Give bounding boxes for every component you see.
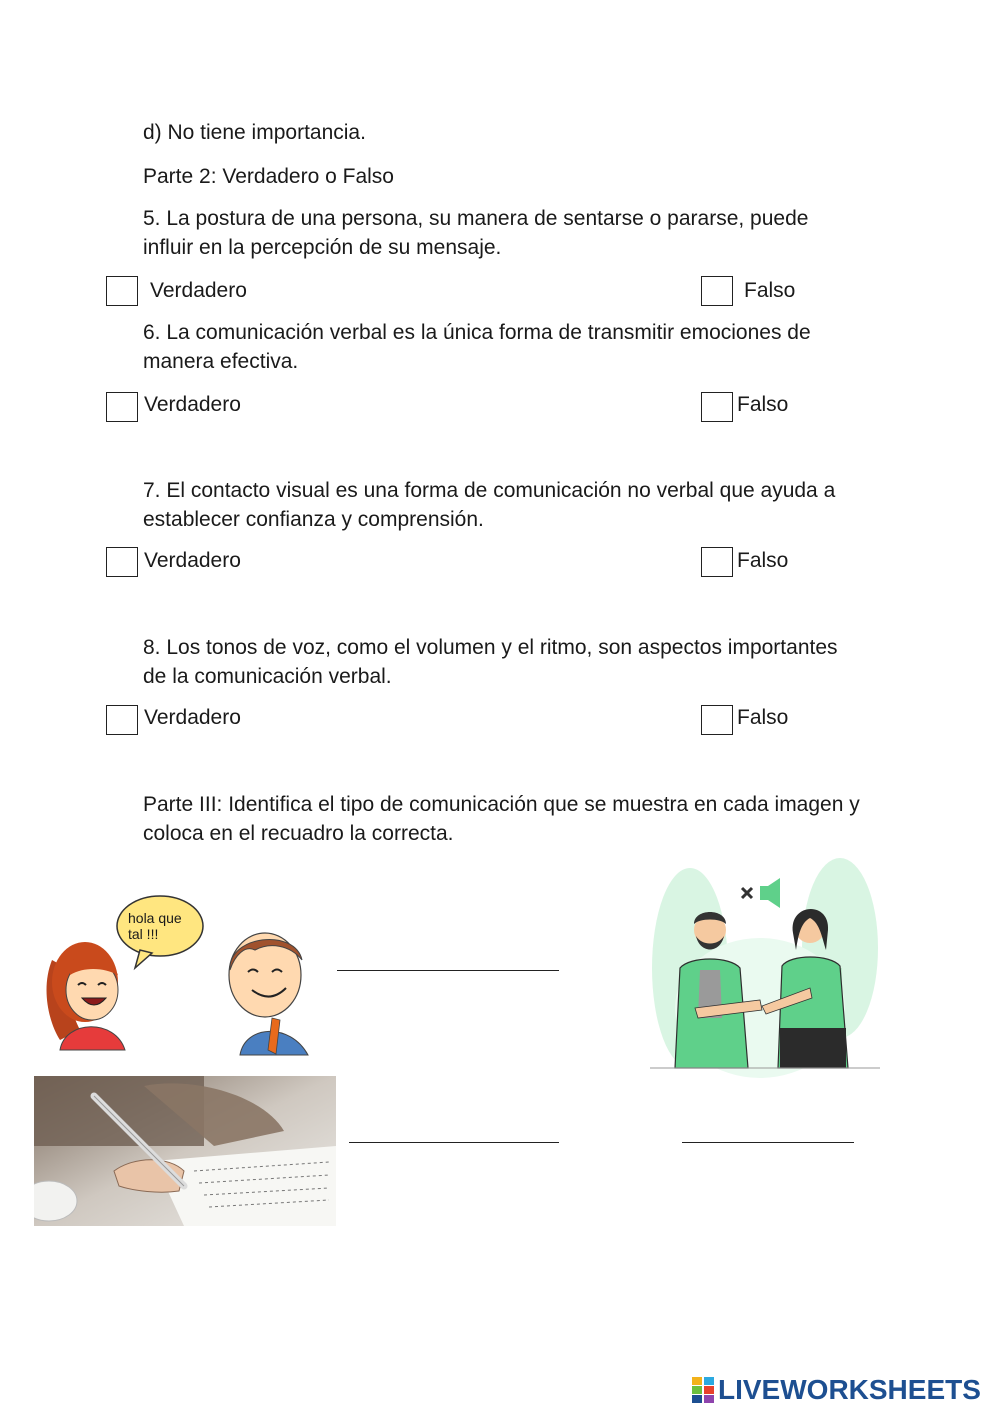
q7-true-checkbox[interactable] [106,547,138,577]
q7-false-label: Falso [737,549,789,572]
question-7-text: 7. El contacto visual es una forma de comunicación no verbal que ayuda a establecer confianza y comprensión. [143,479,836,531]
answer-blank-3[interactable] [682,1142,854,1143]
part3-instructions: Parte III: Identifica el tipo de comunicación que se muestra en cada imagen y coloca en el recuadro la correcta. [143,793,860,845]
q8-true-label: Verdadero [144,706,241,729]
question-5-text: 5. La postura de una persona, su manera de sentarse o pararse, puede influir en la percepción de su mensaje. [143,207,809,259]
part2-title: Parte 2: Verdadero o Falso [143,165,394,188]
q7-true-label: Verdadero [144,549,241,572]
q6-true-checkbox[interactable] [106,392,138,422]
question-8-text: 8. Los tonos de voz, como el volumen y el ritmo, son aspectos importantes de la comunicación verbal. [143,636,838,688]
q5-false-label: Falso [744,279,796,302]
liveworksheets-logo[interactable] [692,1374,981,1406]
logo-text: LIVEWORKSHEETS [718,1374,981,1405]
option-d-text: d) No tiene importancia. [143,121,366,144]
q5-false-checkbox[interactable] [701,276,733,306]
sign-language-icon [650,858,880,1080]
q8-false-checkbox[interactable] [701,705,733,735]
q7-false-checkbox[interactable] [701,547,733,577]
q8-false-label: Falso [737,706,789,729]
hand-writing-icon [34,1076,336,1226]
question-6-text: 6. La comunicación verbal es la única forma de transmitir emociones de manera efectiva. [143,321,811,373]
answer-blank-2[interactable] [349,1142,559,1143]
q6-false-checkbox[interactable] [701,392,733,422]
q6-true-label: Verdadero [144,393,241,416]
conversation-illustration [40,890,330,1060]
q5-true-label: Verdadero [150,279,247,302]
writing-photo [34,1076,336,1226]
sign-language-illustration [650,858,880,1080]
answer-blank-1[interactable] [337,970,559,971]
speech-bubble-text: hola que tal !!! [128,910,182,942]
q6-false-label: Falso [737,393,789,416]
mute-speaker-icon [742,878,780,908]
q5-true-checkbox[interactable] [106,276,138,306]
liveworksheets-logo-icon [692,1377,714,1403]
q8-true-checkbox[interactable] [106,705,138,735]
